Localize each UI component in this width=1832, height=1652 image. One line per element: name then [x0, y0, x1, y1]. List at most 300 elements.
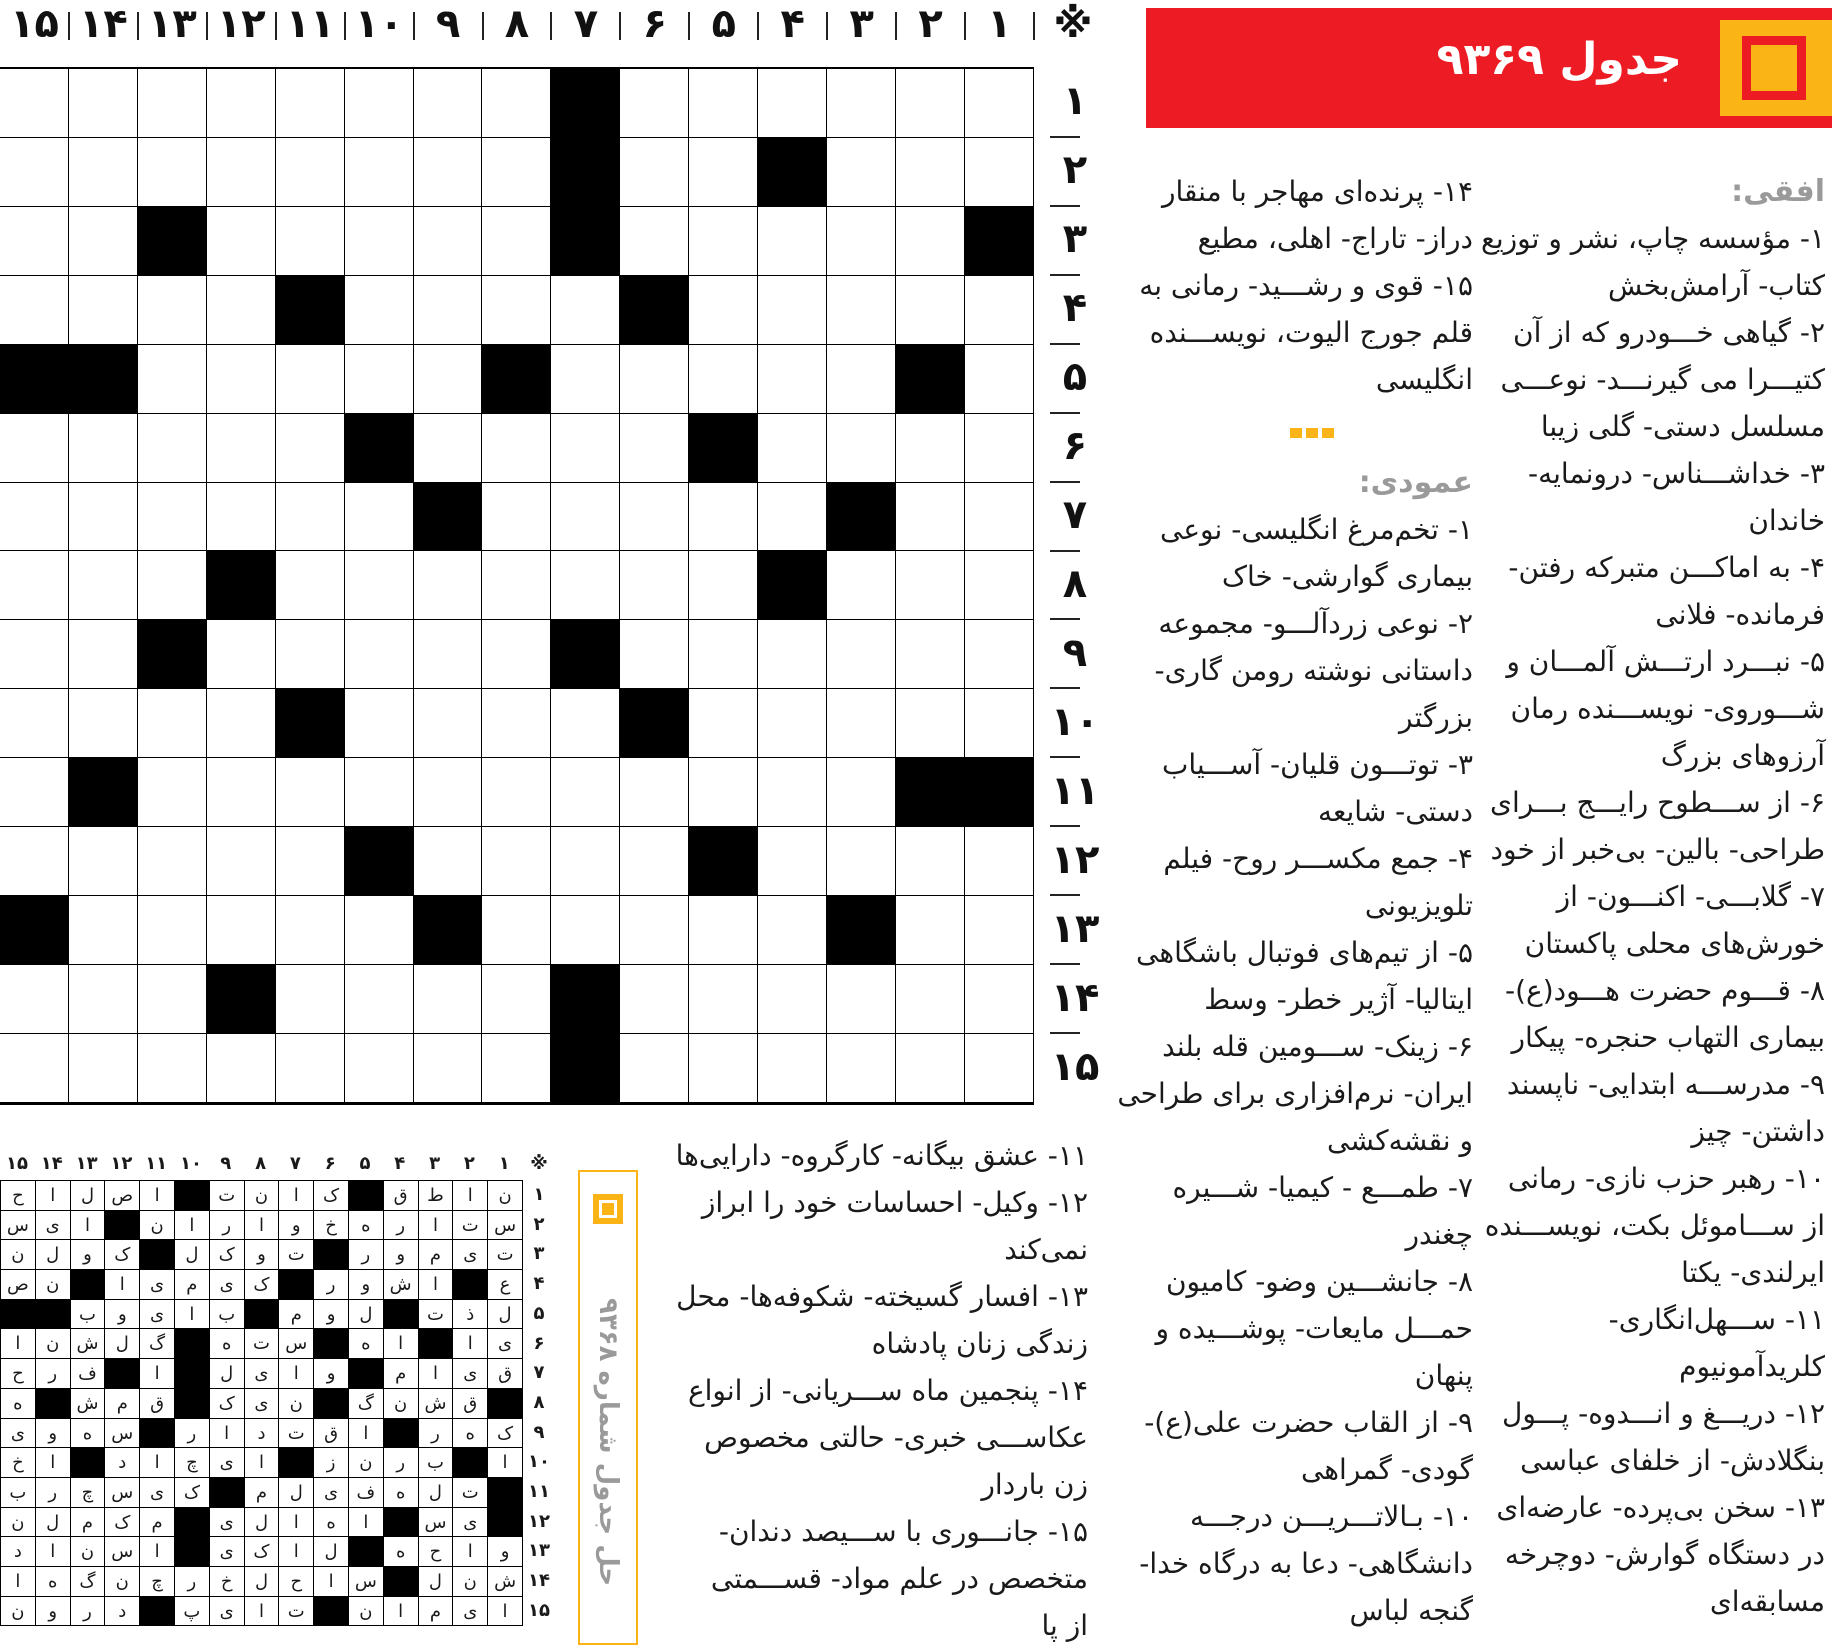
grid-cell[interactable] [827, 483, 896, 552]
solution-cell [175, 1329, 210, 1359]
solution-cell: ا [175, 1211, 210, 1241]
grid-cell[interactable] [207, 551, 276, 620]
grid-cell[interactable] [276, 276, 345, 345]
grid-cell[interactable] [965, 207, 1034, 276]
grid-cell[interactable] [551, 69, 620, 138]
clue-line: بزرگتر [1399, 701, 1473, 734]
grid-cell[interactable] [965, 758, 1034, 827]
grid-cell[interactable] [758, 758, 827, 827]
grid-cell[interactable] [276, 689, 345, 758]
grid-cell[interactable] [207, 1034, 276, 1103]
grid-cell[interactable] [207, 689, 276, 758]
grid-cell[interactable] [827, 1034, 896, 1103]
solution-cell: ل [349, 1300, 384, 1330]
solution-cell: پ [175, 1597, 210, 1627]
grid-cell[interactable] [827, 965, 896, 1034]
grid-cell[interactable] [620, 207, 689, 276]
grid-cell[interactable] [965, 69, 1034, 138]
grid-cell[interactable] [0, 138, 69, 207]
solution-cell: و [314, 1359, 349, 1389]
grid-cell[interactable] [896, 345, 965, 414]
grid-cell[interactable] [827, 896, 896, 965]
solution-cell: ه [349, 1211, 384, 1241]
grid-cell[interactable] [69, 551, 138, 620]
solution-cell: گ [349, 1389, 384, 1419]
grid-cell[interactable] [276, 69, 345, 138]
grid-cell[interactable] [69, 620, 138, 689]
grid-cell[interactable] [276, 138, 345, 207]
grid-cell[interactable] [345, 69, 414, 138]
solution-cell: ط [419, 1181, 454, 1211]
grid-cell[interactable] [620, 965, 689, 1034]
grid-cell[interactable] [551, 620, 620, 689]
solution-cell: م [279, 1300, 314, 1330]
column-number: ۱ [987, 1, 1012, 47]
grid-cell[interactable] [482, 689, 551, 758]
grid-cell[interactable] [345, 896, 414, 965]
grid-cell[interactable] [620, 827, 689, 896]
grid-cell[interactable] [414, 483, 483, 552]
grid-cell[interactable] [965, 276, 1034, 345]
grid-cell[interactable] [345, 276, 414, 345]
publisher-logo-icon [1720, 20, 1832, 116]
grid-cell[interactable] [0, 551, 69, 620]
grid-cell[interactable] [207, 138, 276, 207]
solution-cell [175, 1389, 210, 1419]
grid-cell[interactable] [138, 1034, 207, 1103]
grid-cell[interactable] [482, 69, 551, 138]
grid-cell[interactable] [138, 276, 207, 345]
clue-line: خورش‌های محلی پاکستان [1524, 927, 1825, 960]
grid-cell[interactable] [0, 414, 69, 483]
grid-cell[interactable] [965, 551, 1034, 620]
grid-cell[interactable] [69, 207, 138, 276]
solution-cell: ی [453, 1240, 488, 1270]
grid-cell[interactable] [138, 483, 207, 552]
grid-cell[interactable] [138, 758, 207, 827]
grid-cell[interactable] [69, 1034, 138, 1103]
grid-cell[interactable] [0, 896, 69, 965]
solution-cell: ی [210, 1537, 245, 1567]
solution-cell [105, 1359, 140, 1389]
grid-cell[interactable] [689, 207, 758, 276]
grid-cell[interactable] [0, 207, 69, 276]
grid-cell[interactable] [276, 965, 345, 1034]
grid-cell[interactable] [345, 965, 414, 1034]
grid-cell[interactable] [276, 414, 345, 483]
grid-cell[interactable] [965, 483, 1034, 552]
grid-cell[interactable] [758, 1034, 827, 1103]
solution-row-number: ۸ [533, 1391, 545, 1413]
solution-row-number: ۱۳ [528, 1540, 550, 1562]
solution-cell: ل [71, 1181, 106, 1211]
grid-cell[interactable] [551, 689, 620, 758]
grid-cell[interactable] [896, 620, 965, 689]
clue-line: گودی- گمراهی [1300, 1453, 1473, 1486]
grid-cell[interactable] [276, 758, 345, 827]
solution-cell: ر [175, 1567, 210, 1597]
grid-cell[interactable] [345, 207, 414, 276]
grid-cell[interactable] [414, 896, 483, 965]
grid-cell[interactable] [896, 1034, 965, 1103]
grid-cell[interactable] [689, 689, 758, 758]
solution-cell: ن [1, 1508, 36, 1538]
grid-cell[interactable] [620, 758, 689, 827]
grid-cell[interactable] [207, 414, 276, 483]
solution-cell: و [36, 1419, 71, 1449]
row-number: ۸ [1062, 560, 1088, 607]
grid-cell[interactable] [551, 1034, 620, 1103]
grid-cell[interactable] [689, 551, 758, 620]
grid-cell[interactable] [345, 689, 414, 758]
grid-cell[interactable] [965, 345, 1034, 414]
grid-cell[interactable] [276, 483, 345, 552]
column-number: ۱۳ [147, 1, 197, 47]
grid-cell[interactable] [689, 758, 758, 827]
solution-cell: م [245, 1478, 280, 1508]
grid-cell[interactable] [345, 1034, 414, 1103]
grid-cell[interactable] [414, 345, 483, 414]
grid-cell[interactable] [620, 276, 689, 345]
grid-cell[interactable] [414, 827, 483, 896]
solution-cell: ی [210, 1270, 245, 1300]
grid-cell[interactable] [482, 483, 551, 552]
solution-cell: ل [36, 1240, 71, 1270]
grid-cell[interactable] [896, 207, 965, 276]
grid-cell[interactable] [551, 896, 620, 965]
grid-cell[interactable] [207, 276, 276, 345]
grid-cell[interactable] [138, 965, 207, 1034]
solution-cell [384, 1567, 419, 1597]
grid-cell[interactable] [827, 827, 896, 896]
grid-cell[interactable] [689, 965, 758, 1034]
grid-cell[interactable] [551, 827, 620, 896]
grid-cell[interactable] [138, 689, 207, 758]
grid-cell[interactable] [482, 965, 551, 1034]
grid-cell[interactable] [689, 620, 758, 689]
grid-cell[interactable] [551, 551, 620, 620]
solution-cell: ن [349, 1597, 384, 1627]
grid-cell[interactable] [758, 414, 827, 483]
grid-cell[interactable] [276, 896, 345, 965]
solution-cell: ا [453, 1537, 488, 1567]
grid-cell[interactable] [276, 620, 345, 689]
grid-cell[interactable] [965, 1034, 1034, 1103]
grid-cell[interactable] [965, 827, 1034, 896]
grid-cell[interactable] [138, 896, 207, 965]
solution-cell: ب [71, 1300, 106, 1330]
grid-cell[interactable] [758, 345, 827, 414]
grid-cell[interactable] [345, 758, 414, 827]
solution-row-number: ۴ [533, 1273, 545, 1295]
grid-cell[interactable] [482, 827, 551, 896]
solution-cell [384, 1508, 419, 1538]
grid-cell[interactable] [551, 758, 620, 827]
grid-cell[interactable] [482, 758, 551, 827]
grid-cell[interactable] [965, 138, 1034, 207]
grid-cell[interactable] [69, 138, 138, 207]
grid-cell[interactable] [827, 689, 896, 758]
grid-cell[interactable] [620, 69, 689, 138]
clue-line: پنهان [1414, 1359, 1473, 1392]
solution-cell: ش [488, 1567, 523, 1597]
grid-cell[interactable] [827, 207, 896, 276]
solution-cell [314, 1597, 349, 1627]
solution-cell: س [488, 1211, 523, 1241]
grid-cell[interactable] [414, 965, 483, 1034]
solution-cell: ل [314, 1537, 349, 1567]
grid-cell[interactable] [620, 689, 689, 758]
grid-cell[interactable] [896, 483, 965, 552]
grid-cell[interactable] [138, 414, 207, 483]
grid-cell[interactable] [482, 138, 551, 207]
grid-cell[interactable] [896, 758, 965, 827]
grid-cell[interactable] [827, 276, 896, 345]
clue-line: چغندر [1405, 1218, 1473, 1251]
solution-cell: ل [419, 1478, 454, 1508]
grid-cell[interactable] [414, 758, 483, 827]
grid-cell[interactable] [620, 896, 689, 965]
grid-cell[interactable] [0, 1034, 69, 1103]
grid-cell[interactable] [620, 620, 689, 689]
grid-cell[interactable] [414, 207, 483, 276]
grid-cell[interactable] [414, 689, 483, 758]
grid-cell[interactable] [0, 483, 69, 552]
grid-cell[interactable] [345, 138, 414, 207]
grid-cell[interactable] [896, 69, 965, 138]
grid-cell[interactable] [620, 345, 689, 414]
grid-cell[interactable] [689, 827, 758, 896]
grid-cell[interactable] [138, 345, 207, 414]
grid-cell[interactable] [482, 551, 551, 620]
grid-cell[interactable] [0, 827, 69, 896]
solution-cell [71, 1448, 106, 1478]
grid-cell[interactable] [414, 1034, 483, 1103]
grid-cell[interactable] [482, 276, 551, 345]
solution-column-number: ۸ [255, 1153, 267, 1174]
grid-cell[interactable] [758, 965, 827, 1034]
grid-cell[interactable] [965, 620, 1034, 689]
grid-cell[interactable] [207, 207, 276, 276]
grid-cell[interactable] [827, 414, 896, 483]
grid-cell[interactable] [827, 69, 896, 138]
grid-cell[interactable] [138, 138, 207, 207]
grid-cell[interactable] [345, 620, 414, 689]
grid-cell[interactable] [69, 965, 138, 1034]
solution-cell: ا [419, 1211, 454, 1241]
clue-line: ۱۴- پنجمین ماه ســـریانی- از انواع [687, 1374, 1088, 1407]
grid-cell[interactable] [482, 345, 551, 414]
solution-cell [488, 1389, 523, 1419]
grid-cell[interactable] [758, 620, 827, 689]
grid-cell[interactable] [69, 689, 138, 758]
grid-cell[interactable] [69, 414, 138, 483]
grid-cell[interactable] [689, 345, 758, 414]
grid-cell[interactable] [758, 69, 827, 138]
grid-cell[interactable] [551, 414, 620, 483]
grid-cell[interactable] [345, 827, 414, 896]
solution-cell: ح [419, 1537, 454, 1567]
grid-cell[interactable] [207, 965, 276, 1034]
grid-cell[interactable] [758, 207, 827, 276]
grid-cell[interactable] [207, 758, 276, 827]
grid-cell[interactable] [965, 689, 1034, 758]
grid-cell[interactable] [758, 827, 827, 896]
grid-cell[interactable] [896, 551, 965, 620]
grid-cell[interactable] [551, 276, 620, 345]
grid-cell[interactable] [620, 1034, 689, 1103]
grid-cell[interactable] [551, 345, 620, 414]
solution-cell: و [314, 1300, 349, 1330]
grid-cell[interactable] [482, 620, 551, 689]
grid-cell[interactable] [965, 896, 1034, 965]
clue-line: دانشگاهی- دعا به درگاه خدا- [1139, 1547, 1473, 1580]
grid-cell[interactable] [138, 69, 207, 138]
grid-cell[interactable] [414, 551, 483, 620]
grid-cell[interactable] [896, 965, 965, 1034]
grid-cell[interactable] [207, 69, 276, 138]
grid-cell[interactable] [620, 138, 689, 207]
grid-cell[interactable] [69, 758, 138, 827]
clue-line: زندگی زنان پادشاه [871, 1327, 1088, 1360]
grid-cell[interactable] [0, 69, 69, 138]
grid-cell[interactable] [207, 827, 276, 896]
grid-cell[interactable] [0, 689, 69, 758]
grid-cell[interactable] [414, 620, 483, 689]
grid-cell[interactable] [138, 620, 207, 689]
grid-cell[interactable] [758, 551, 827, 620]
grid-cell[interactable] [414, 276, 483, 345]
grid-cell[interactable] [0, 620, 69, 689]
solution-cell: ق [453, 1389, 488, 1419]
grid-cell[interactable] [0, 276, 69, 345]
grid-cell[interactable] [276, 551, 345, 620]
grid-cell[interactable] [69, 827, 138, 896]
corner-mark: ※ [1053, 1, 1093, 47]
grid-cell[interactable] [414, 414, 483, 483]
grid-cell[interactable] [551, 483, 620, 552]
grid-cell[interactable] [276, 207, 345, 276]
solution-cell: م [419, 1240, 454, 1270]
grid-cell[interactable] [482, 896, 551, 965]
solution-cell [245, 1300, 280, 1330]
grid-cell[interactable] [414, 138, 483, 207]
grid-cell[interactable] [345, 483, 414, 552]
grid-cell[interactable] [551, 965, 620, 1034]
grid-cell[interactable] [896, 138, 965, 207]
grid-cell[interactable] [207, 896, 276, 965]
grid-cell[interactable] [620, 483, 689, 552]
grid-cell[interactable] [758, 138, 827, 207]
grid-cell[interactable] [207, 620, 276, 689]
solution-cell: ف [349, 1478, 384, 1508]
grid-cell[interactable] [414, 69, 483, 138]
grid-cell[interactable] [482, 207, 551, 276]
grid-cell[interactable] [827, 138, 896, 207]
clue-line: ۸- قـــوم حضرت هـــود(ع)- [1504, 974, 1825, 1007]
solution-cell: ق [314, 1419, 349, 1449]
grid-cell[interactable] [551, 207, 620, 276]
grid-cell[interactable] [965, 965, 1034, 1034]
clue-line: ایتالیا- آژیر خطر- وسط [1204, 983, 1473, 1016]
grid-cell[interactable] [827, 620, 896, 689]
grid-cell[interactable] [689, 1034, 758, 1103]
grid-cell[interactable] [551, 138, 620, 207]
grid-cell[interactable] [827, 551, 896, 620]
solution-row-number: ۱ [533, 1184, 545, 1205]
solution-column-number: ۱۲ [110, 1153, 133, 1174]
grid-cell[interactable] [345, 551, 414, 620]
grid-cell[interactable] [689, 483, 758, 552]
grid-cell[interactable] [896, 414, 965, 483]
grid-cell[interactable] [689, 414, 758, 483]
grid-cell[interactable] [620, 414, 689, 483]
solution-cell: چ [175, 1448, 210, 1478]
solution-cell: ق [140, 1389, 175, 1419]
grid-cell[interactable] [345, 345, 414, 414]
grid-cell[interactable] [965, 414, 1034, 483]
solution-cell: ش [384, 1270, 419, 1300]
grid-cell[interactable] [69, 483, 138, 552]
grid-cell[interactable] [276, 827, 345, 896]
solution-cell: س [105, 1478, 140, 1508]
grid-cell[interactable] [276, 345, 345, 414]
grid-cell[interactable] [896, 827, 965, 896]
grid-cell[interactable] [827, 758, 896, 827]
grid-cell[interactable] [345, 414, 414, 483]
grid-cell[interactable] [0, 758, 69, 827]
grid-cell[interactable] [689, 69, 758, 138]
grid-cell[interactable] [69, 345, 138, 414]
solution-cell: ا [279, 1537, 314, 1567]
grid-cell[interactable] [482, 414, 551, 483]
grid-cell[interactable] [69, 276, 138, 345]
grid-cell[interactable] [207, 483, 276, 552]
clue-line: ۵- از تیم‌های فوتبال باشگاهی [1136, 936, 1473, 969]
solution-cell: خ [210, 1567, 245, 1597]
grid-cell[interactable] [620, 551, 689, 620]
column-number: ۹ [435, 1, 461, 47]
solution-cell: و [36, 1597, 71, 1627]
grid-cell[interactable] [758, 689, 827, 758]
grid-cell[interactable] [138, 827, 207, 896]
solution-cell: ن [245, 1181, 280, 1211]
grid-cell[interactable] [758, 483, 827, 552]
grid-cell[interactable] [69, 896, 138, 965]
grid-cell[interactable] [896, 276, 965, 345]
grid-cell[interactable] [138, 551, 207, 620]
row-number: ۱۵ [1050, 1043, 1100, 1090]
grid-cell[interactable] [0, 965, 69, 1034]
grid-cell[interactable] [69, 69, 138, 138]
grid-cell[interactable] [758, 896, 827, 965]
row-number: ۱۰ [1050, 698, 1100, 745]
grid-cell[interactable] [276, 1034, 345, 1103]
grid-cell[interactable] [0, 345, 69, 414]
grid-cell[interactable] [207, 345, 276, 414]
grid-cell[interactable] [689, 138, 758, 207]
grid-cell[interactable] [138, 207, 207, 276]
grid-cell[interactable] [689, 276, 758, 345]
grid-cell[interactable] [689, 896, 758, 965]
grid-cell[interactable] [482, 1034, 551, 1103]
grid-cell[interactable] [827, 345, 896, 414]
grid-cell[interactable] [758, 276, 827, 345]
solution-cell: ذ [453, 1300, 488, 1330]
grid-cell[interactable] [896, 896, 965, 965]
solution-cell: ر [210, 1211, 245, 1241]
grid-cell[interactable] [896, 689, 965, 758]
